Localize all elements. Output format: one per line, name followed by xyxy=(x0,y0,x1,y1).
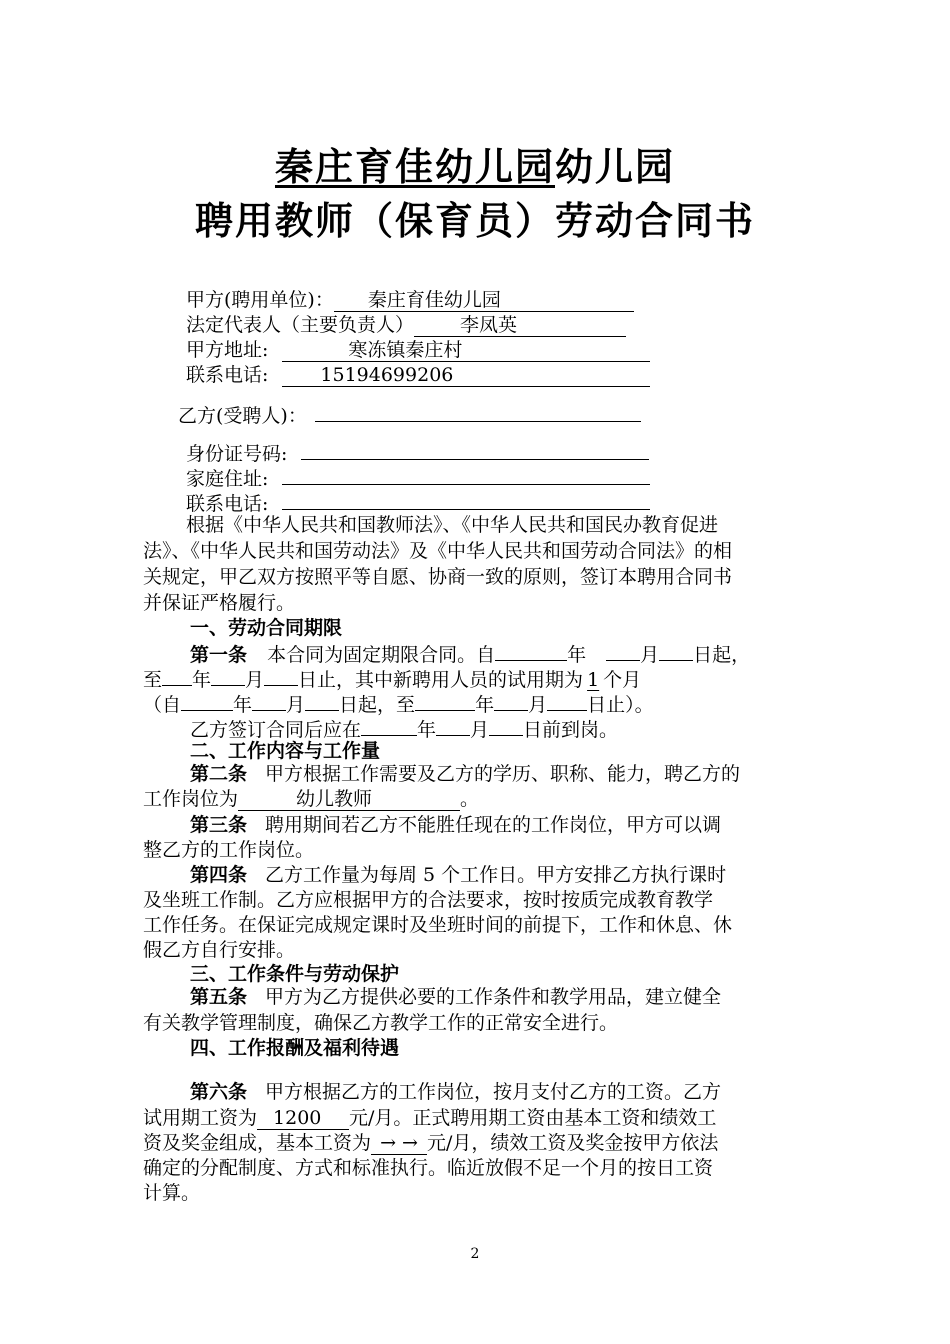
article-1-trial-end-month-label: 月 xyxy=(528,694,548,716)
article-1-trial-to-label: 日起，至 xyxy=(339,694,416,716)
party-b-address-field xyxy=(282,462,650,485)
intro-line-3: 关规定，甲乙双方按照平等自愿、协商一致的原则，签订本聘用合同书 xyxy=(143,566,733,588)
article-4-line-1 xyxy=(190,862,726,888)
article-4-line-3: 工作任务。在保证完成规定课时及坐班时间的前提下，工作和休息、休 xyxy=(143,914,733,936)
title-line-1 xyxy=(0,136,950,191)
party-b-label: 乙方(受聘人)： xyxy=(178,405,307,427)
article-1-trial-end-year-blank xyxy=(415,688,475,711)
article-5-line-2: 有关教学管理制度，确保乙方教学工作的正常安全进行。 xyxy=(143,1012,619,1034)
intro-line-1: 根据《中华人民共和国教师法》、《中华人民共和国民办教育促进 xyxy=(186,514,719,536)
article-1-report-day-blank xyxy=(489,713,523,736)
party-b-phone-field xyxy=(282,487,650,510)
section-1-heading: 一、劳动合同期限 xyxy=(190,617,343,639)
party-b-id-label: 身份证号码: xyxy=(186,443,288,465)
article-1-title: 第一条 xyxy=(190,644,248,666)
article-6-text-2b: 元/月。正式聘用期工资由基本工资和绩效工 xyxy=(349,1107,717,1129)
article-6-line-2 xyxy=(143,1105,716,1131)
article-6-line-3 xyxy=(143,1130,718,1156)
article-1-trial-from-label: （自 xyxy=(143,694,182,716)
article-1-trial-end-year-label: 年 xyxy=(475,694,495,716)
party-a-rep-label: 法定代表人（主要负责人） xyxy=(186,314,415,336)
article-1-trial-year-label: 年 xyxy=(233,694,253,716)
party-a-address-label: 甲方地址: xyxy=(186,339,269,361)
article-1-trial-end-day-blank xyxy=(547,688,587,711)
article-1-start-year-blank xyxy=(495,638,567,661)
party-a-phone-label: 联系电话: xyxy=(186,364,269,386)
party-b-address-label: 家庭住址: xyxy=(186,468,269,490)
article-2-period: 。 xyxy=(460,788,480,810)
article-5-text-1: 甲方为乙方提供必要的工作条件和教学用品，建立健全 xyxy=(265,986,722,1008)
article-1-text-a: 本合同为固定期限合同。自 xyxy=(267,644,496,666)
title-line-2: 聘用教师（保育员）劳动合同书 xyxy=(194,198,755,243)
party-a-rep-field xyxy=(414,314,626,337)
article-2-title: 第二条 xyxy=(190,763,248,785)
party-a-address-row xyxy=(186,337,650,363)
article-1-end-month-label: 月 xyxy=(245,669,265,691)
article-1-month-label: 月 xyxy=(640,644,660,666)
article-2-text-1: 甲方根据工作需要及乙方的学历、职称、能力，聘乙方的 xyxy=(265,763,741,785)
article-1-trial-end-month-blank xyxy=(494,688,528,711)
party-b-row xyxy=(178,399,641,429)
article-1-year-label: 年 xyxy=(567,644,587,666)
article-6-base-wage-field xyxy=(371,1132,427,1155)
article-6-line-4: 确定的分配制度、方式和标准执行。临近放假不足一个月的按日工资 xyxy=(143,1157,714,1179)
article-1-text-c: 个月 xyxy=(603,669,642,691)
party-a-rep-value: 李凤英 xyxy=(460,314,518,336)
article-4-title: 第四条 xyxy=(190,864,248,886)
section-3-heading: 三、工作条件与劳动保护 xyxy=(190,963,400,985)
article-1-from-label: 日起， xyxy=(693,644,751,666)
article-1-end-year-blank xyxy=(162,663,192,686)
article-2-line-1 xyxy=(190,761,740,787)
article-6-line-1 xyxy=(190,1079,721,1105)
intro-line-2: 法》、《中华人民共和国劳动法》及《中华人民共和国劳动合同法》的相 xyxy=(143,540,733,562)
article-3-title: 第三条 xyxy=(190,814,248,836)
article-1-trial-end-label: 日止）。 xyxy=(587,694,654,716)
article-6-base-wage-value: → → xyxy=(380,1132,418,1154)
title-kindergarten-name: 秦庄育佳幼儿园 xyxy=(274,144,555,189)
article-6-line-5: 计算。 xyxy=(143,1182,201,1204)
party-b-id-field xyxy=(301,437,649,460)
party-b-field xyxy=(315,399,641,422)
article-6-base-wage-label: 资及奖金组成，基本工资为 xyxy=(143,1132,372,1154)
article-1-trial-start-day-blank xyxy=(305,688,339,711)
article-5-line-1 xyxy=(190,984,721,1010)
article-6-text-3b: 元/月，绩效工资及奖金按甲方依法 xyxy=(427,1132,719,1154)
article-4-line-2: 及坐班工作制。乙方应根据甲方的合法要求，按时按质完成教育教学 xyxy=(143,889,714,911)
article-3-text-1: 聘用期间若乙方不能胜任现在的工作岗位，甲方可以调 xyxy=(265,814,722,836)
party-a-phone-field xyxy=(282,364,650,387)
article-1-report-month-blank xyxy=(436,713,470,736)
article-2-post-field xyxy=(238,788,460,811)
article-1-trial-start-year-blank xyxy=(181,688,233,711)
article-6-trial-wage-value: 1200 xyxy=(273,1107,322,1129)
article-5-title: 第五条 xyxy=(190,986,248,1008)
article-1-trial-start-month-blank xyxy=(252,688,286,711)
article-4-line-4: 假乙方自行安排。 xyxy=(143,939,296,961)
party-b-phone-label: 联系电话: xyxy=(186,493,269,515)
article-2-line-2 xyxy=(143,786,479,812)
party-a-unit-field xyxy=(334,289,634,312)
party-a-address-value: 寒冻镇秦庄村 xyxy=(348,339,463,361)
party-a-unit-value: 秦庄育佳幼儿园 xyxy=(367,289,501,311)
article-1-end-day-blank xyxy=(264,663,298,686)
title-kindergarten-suffix: 幼儿园 xyxy=(555,144,676,189)
article-1-start-month-blank xyxy=(606,638,640,661)
article-4-text-1: 乙方工作量为每周 5 个工作日。甲方安排乙方执行课时 xyxy=(265,864,727,886)
article-1-end-month-blank xyxy=(211,663,245,686)
section-2-heading: 二、工作内容与工作量 xyxy=(190,740,381,762)
intro-line-4: 并保证严格履行。 xyxy=(143,592,296,614)
article-6-title: 第六条 xyxy=(190,1081,248,1103)
article-3-line-1 xyxy=(190,812,721,838)
article-1-report-month-label: 月 xyxy=(470,719,490,741)
article-1-end-year-label: 年 xyxy=(192,669,212,691)
article-1-trial-month-label: 月 xyxy=(286,694,306,716)
article-3-line-2: 整乙方的工作岗位。 xyxy=(143,839,315,861)
article-1-report-year-blank xyxy=(361,713,417,736)
article-6-trial-wage-label: 试用期工资为 xyxy=(143,1107,258,1129)
article-2-post-value: 幼儿教师 xyxy=(296,788,373,810)
party-a-unit-row xyxy=(186,287,634,313)
article-6-text-1: 甲方根据乙方的工作岗位，按月支付乙方的工资。乙方 xyxy=(265,1081,722,1103)
article-6-trial-wage-field xyxy=(257,1107,349,1130)
article-1-report-text-b: 日前到岗。 xyxy=(523,719,619,741)
article-1-start-day-blank xyxy=(659,638,693,661)
article-1-report-year-label: 年 xyxy=(417,719,437,741)
section-4-heading: 四、工作报酬及福利待遇 xyxy=(190,1037,400,1059)
party-a-unit-label: 甲方(聘用单位)： xyxy=(186,289,334,311)
page-number: 2 xyxy=(470,1246,480,1262)
article-1-to-label: 至 xyxy=(143,669,163,691)
article-1-report-text-a: 乙方签订合同后应在 xyxy=(190,719,362,741)
article-1-trial-months: 1 xyxy=(587,669,600,691)
article-2-post-label: 工作岗位为 xyxy=(143,788,239,810)
party-a-phone-value: 15194699206 xyxy=(320,364,454,386)
article-1-text-b: 日止，其中新聘用人员的试用期为 xyxy=(298,669,584,691)
party-a-address-field xyxy=(282,339,650,362)
party-a-rep-row xyxy=(186,312,626,338)
party-a-phone-row xyxy=(186,362,650,388)
